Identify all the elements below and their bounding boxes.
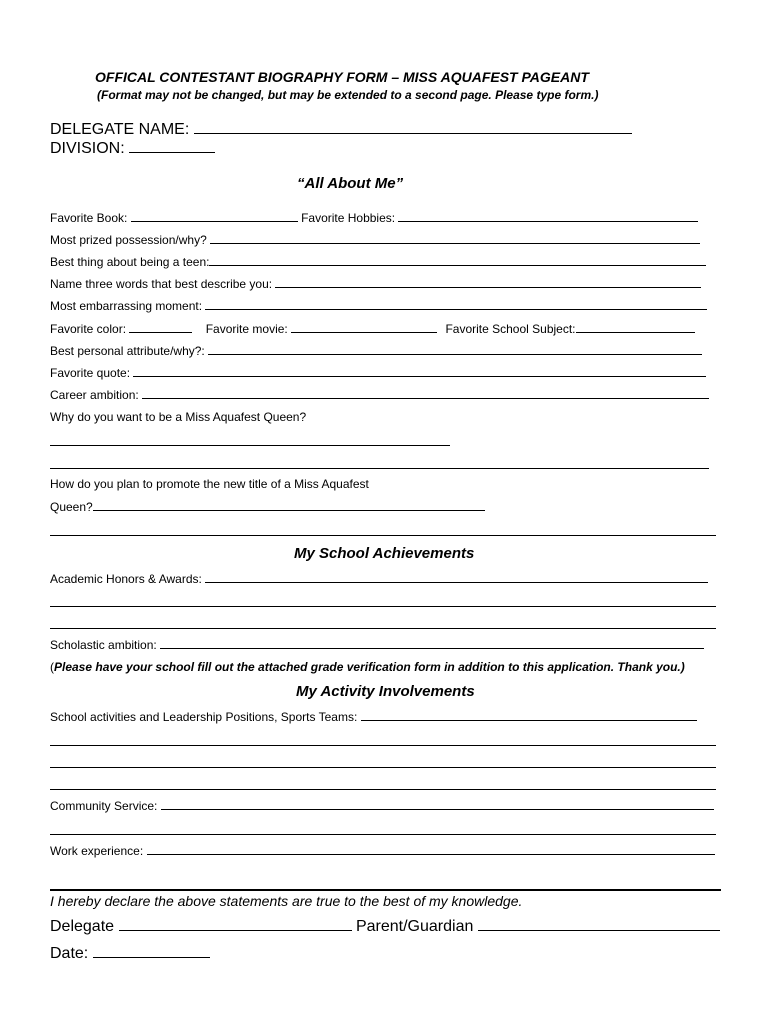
date-field[interactable] <box>93 944 210 958</box>
best-thing-teen-row <box>50 254 706 269</box>
grade-verification-note <box>50 660 685 674</box>
all-about-me-heading: “All About Me” <box>297 175 404 192</box>
declaration-text: I hereby declare the above statements are true to the best of my knowledge. <box>50 893 523 909</box>
work-experience-label: Work experience: <box>50 844 144 858</box>
three-words-label: Name three words that best describe you: <box>50 277 273 291</box>
form-subtitle: (Format may not be changed, but may be extended to a second page. Please type form.) <box>97 88 599 102</box>
school-activities-row <box>50 709 697 724</box>
best-thing-teen-field[interactable] <box>209 254 706 266</box>
favorite-movie-label: Favorite movie: <box>205 322 288 336</box>
embarrassing-row <box>50 298 707 313</box>
embarrassing-label: Most embarrassing moment: <box>50 299 203 313</box>
note-open-paren: ( <box>50 660 54 674</box>
favorite-book-row <box>50 210 698 225</box>
activity-involvements-heading: My Activity Involvements <box>296 683 475 700</box>
career-ambition-row <box>50 387 709 402</box>
work-experience-field[interactable] <box>147 843 715 855</box>
honors-field[interactable] <box>205 571 708 583</box>
scholastic-label: Scholastic ambition: <box>50 638 157 652</box>
favorite-book-field[interactable] <box>131 210 298 222</box>
favorite-quote-field[interactable] <box>133 365 706 377</box>
promote-label-line-1: How do you plan to promote the new title of a Miss Aquafest <box>50 477 369 491</box>
prized-possession-label: Most prized possession/why? <box>50 233 207 247</box>
school-activities-line-2[interactable] <box>50 745 716 746</box>
prized-possession-row <box>50 232 700 247</box>
scholastic-field[interactable] <box>160 637 704 649</box>
best-attribute-field[interactable] <box>208 343 702 355</box>
delegate-name-row <box>50 120 632 139</box>
school-activities-line-3[interactable] <box>50 767 716 768</box>
career-ambition-label: Career ambition: <box>50 388 139 402</box>
division-label: DIVISION: <box>50 140 125 157</box>
promote-row <box>50 499 485 514</box>
delegate-signature-field[interactable] <box>119 917 352 931</box>
best-attribute-label: Best personal attribute/why?: <box>50 344 205 358</box>
date-label: Date: <box>50 945 89 962</box>
favorite-hobbies-label: Favorite Hobbies: <box>301 211 396 225</box>
prized-possession-field[interactable] <box>210 232 700 244</box>
school-activities-field[interactable] <box>361 709 697 721</box>
signature-divider <box>50 889 721 891</box>
favorite-subject-field[interactable] <box>576 321 695 333</box>
honors-row <box>50 571 708 586</box>
school-activities-line-4[interactable] <box>50 789 716 790</box>
favorite-subject-label: Favorite School Subject: <box>445 322 576 336</box>
favorite-book-label: Favorite Book: <box>50 211 128 225</box>
best-thing-teen-label: Best thing about being a teen: <box>50 255 210 269</box>
date-row <box>50 944 210 963</box>
note-text: Please have your school fill out the attached grade verification form in addition to this application. Thank you.) <box>54 660 685 674</box>
honors-line-2[interactable] <box>50 606 716 607</box>
signature-row <box>50 917 720 936</box>
favorites-row <box>50 321 695 336</box>
honors-label: Academic Honors & Awards: <box>50 572 202 586</box>
community-service-field[interactable] <box>161 798 714 810</box>
promote-field[interactable] <box>93 499 485 511</box>
delegate-name-label: DELEGATE NAME: <box>50 121 190 138</box>
career-ambition-field[interactable] <box>142 387 709 399</box>
delegate-name-field[interactable] <box>194 120 632 134</box>
favorite-color-field[interactable] <box>129 321 192 333</box>
community-service-line-2[interactable] <box>50 834 716 835</box>
honors-line-3[interactable] <box>50 628 716 629</box>
division-field[interactable] <box>129 139 215 153</box>
why-queen-line-1[interactable] <box>50 445 450 446</box>
favorite-movie-field[interactable] <box>291 321 437 333</box>
promote-label-line-2: Queen? <box>50 500 93 514</box>
promote-line-2[interactable] <box>50 535 716 536</box>
division-row <box>50 139 215 158</box>
delegate-signature-label: Delegate <box>50 918 115 935</box>
best-attribute-row <box>50 343 702 358</box>
form-title: OFFICAL CONTESTANT BIOGRAPHY FORM – MISS AQUAFEST PAGEANT <box>95 69 589 85</box>
community-service-label: Community Service: <box>50 799 158 813</box>
why-queen-label: Why do you want to be a Miss Aquafest Queen? <box>50 410 307 424</box>
favorite-color-label: Favorite color: <box>50 322 127 336</box>
school-activities-label: School activities and Leadership Positions, Sports Teams: <box>50 710 358 724</box>
community-service-row <box>50 798 714 813</box>
scholastic-row <box>50 637 704 652</box>
favorite-quote-row <box>50 365 706 380</box>
embarrassing-field[interactable] <box>205 298 707 310</box>
three-words-row <box>50 276 701 291</box>
why-queen-line-2[interactable] <box>50 468 709 469</box>
school-achievements-heading: My School Achievements <box>294 545 475 562</box>
parent-signature-field[interactable] <box>478 917 720 931</box>
work-experience-row <box>50 843 715 858</box>
favorite-quote-label: Favorite quote: <box>50 366 131 380</box>
parent-signature-label: Parent/Guardian <box>355 918 474 935</box>
favorite-hobbies-field[interactable] <box>398 210 698 222</box>
three-words-field[interactable] <box>275 276 701 288</box>
